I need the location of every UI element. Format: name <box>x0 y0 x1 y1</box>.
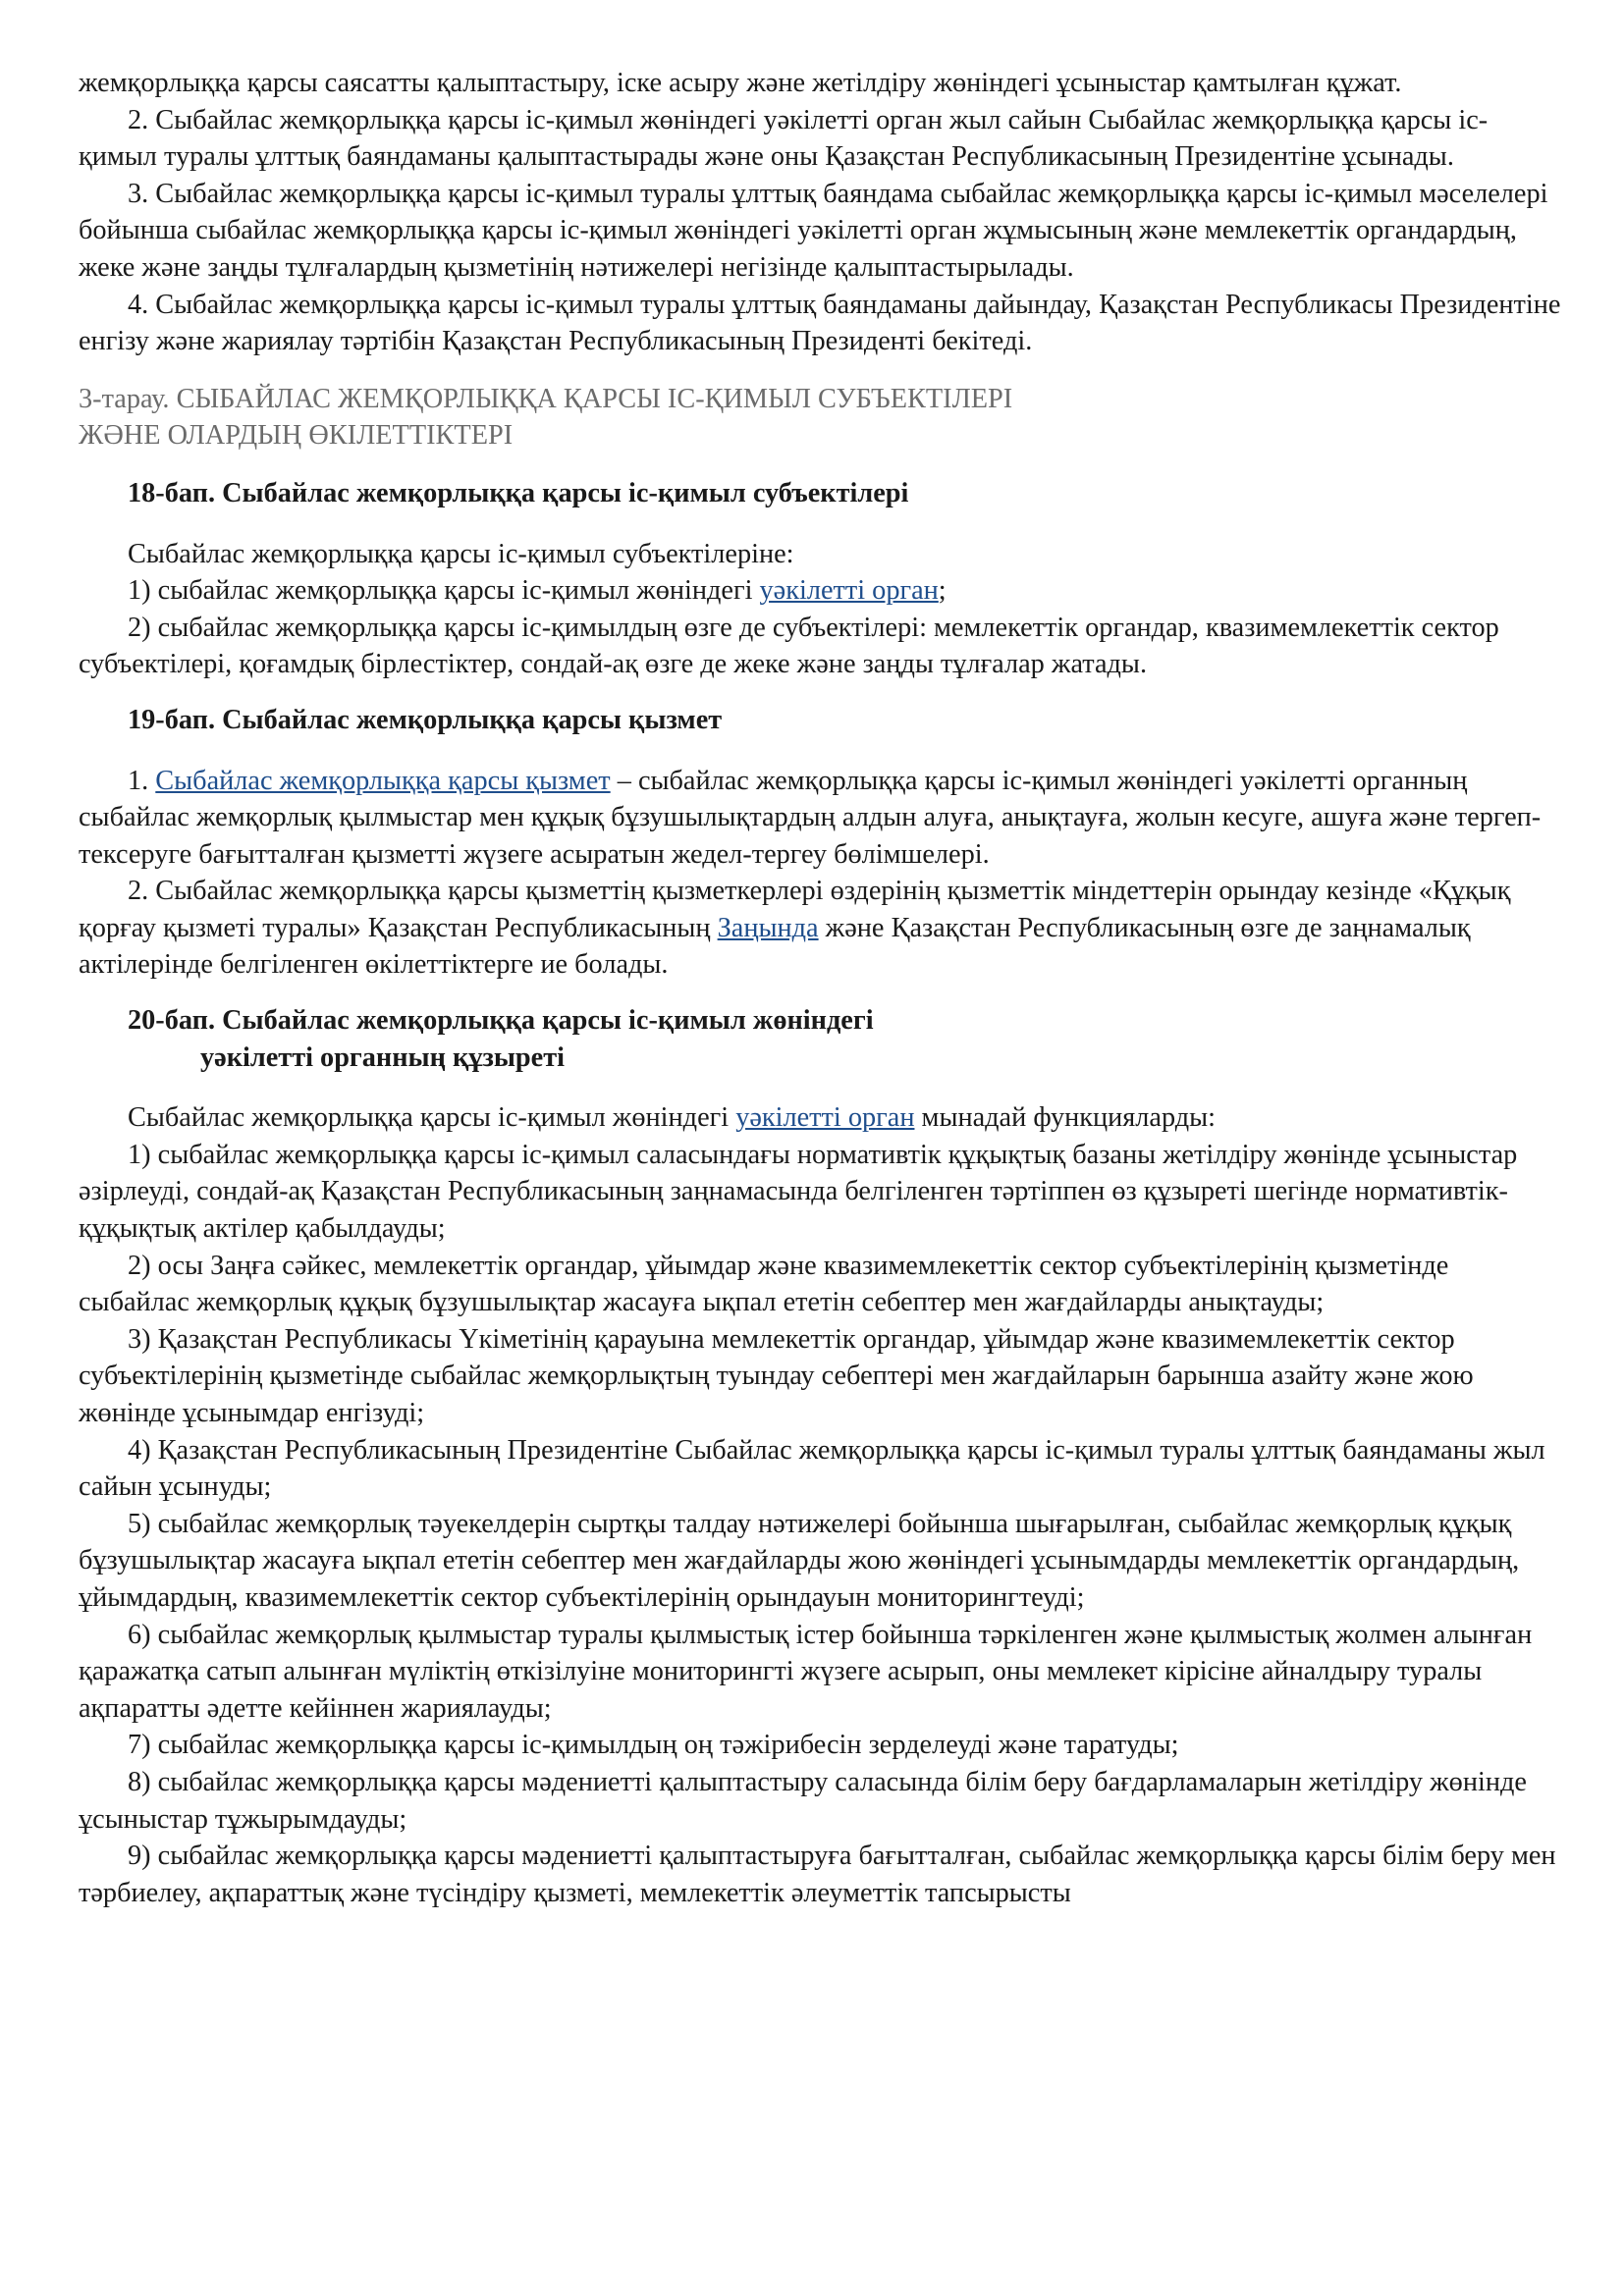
paragraph-item-2: 2. Сыбайлас жемқорлыққа қарсы іс-қимыл жөніндегі уәкілетті орган жыл сайын Сыбайлас жемқорлыққа қарсы іс-қимыл туралы ұлттық баяндаманы қалыптастырады және оны Қазақстан Республикасының Президентіне ұсынады. <box>79 104 1489 173</box>
document-page <box>79 65 1563 1911</box>
article-19-title: 19-бап. Сыбайлас жемқорлыққа қарсы қызмет <box>128 704 723 735</box>
authorized-body-link[interactable]: уәкілетті орган <box>735 1102 915 1134</box>
article-18-title: 18-бап. Сыбайлас жемқорлыққа қарсы іс-қимыл субъектілері <box>128 477 909 508</box>
article-18-lead: Сыбайлас жемқорлыққа қарсы іс-қимыл субъектілеріне: <box>128 538 794 569</box>
article-19-item-1 <box>79 763 1563 874</box>
article-20-item-4: 4) Қазақстан Республикасының Президентіне Сыбайлас жемқорлыққа қарсы іс-қимыл туралы ұлттық баяндаманы жыл сайын ұсынуды; <box>79 1434 1545 1503</box>
spacer <box>79 683 1563 702</box>
article-20-title <box>128 1002 1563 1076</box>
authorized-body-link[interactable]: уәкілетті орган <box>759 575 939 607</box>
article-19-item-2 <box>79 873 1563 984</box>
article-20-title-line-2: уәкілетті органның құзыреті <box>200 1041 565 1073</box>
article-20-item-8: 8) сыбайлас жемқорлыққа қарсы мәдениетті қалыптастыру саласында білім беру бағдарламаларын жетілдіру жөнінде ұсыныстар тұжырымдауды; <box>79 1766 1527 1835</box>
article-20-item-6: 6) сыбайлас жемқорлық қылмыстар туралы қылмыстық істер бойынша тәркіленген және қылмыстық жолмен алынған қаражатқа сатып алынған мүліктің өткізілуіне мониторингті жүзеге асырып, оны мемлекет кірісіне айналдыру туралы ақпаратты әдетте кейіннен жариялауды; <box>79 1619 1533 1724</box>
article-20-item-7: 7) сыбайлас жемқорлыққа қарсы іс-қимылдың оң тәжірибесін зерделеуді және таратуды; <box>128 1730 1179 1761</box>
article-19-item-2-end: және Қазақстан Республикасының өзге де заңнамалық актілерінде белгіленген өкілеттіктерге ие болады. <box>79 912 1471 981</box>
section-heading <box>79 381 1563 454</box>
article-18-item-2: 2) сыбайлас жемқорлыққа қарсы іс-қимылдың өзге де субъектілері: мемлекеттік органдар, квазимемлекеттік сектор субъектілері, қоғамдық бірлестіктер, сондай-ақ өзге де жеке және заңды тұлғалар жатады. <box>79 612 1499 680</box>
article-19-item-1-number: 1. <box>128 765 156 796</box>
law-link[interactable]: Заңында <box>717 912 819 943</box>
article-20-item-3: 3) Қазақстан Республикасы Үкіметінің қарауына мемлекеттік органдар, ұйымдар және квазимемлекеттік сектор субъектілерінің қызметінде сыбайлас жемқорлықтың туындау себептері мен жағдайларын барынша азайту және жою жөнінде ұсынымдар енгізуді; <box>79 1323 1474 1428</box>
article-20-item-1: 1) сыбайлас жемқорлыққа қарсы іс-қимыл саласындағы нормативтік құқықтық базаны жетілдіру жөнінде ұсыныстар әзірлеуді, сондай-ақ Қазақстан Республикасының заңнамасында белгіленген тәртіппен өз құзыреті шегінде нормативтік-құқықтық актілер қабылдауды; <box>79 1139 1518 1245</box>
paragraph-item-4: 4. Сыбайлас жемқорлыққа қарсы іс-қимыл туралы ұлттық баяндаманы дайындау, Қазақстан Республикасы Президентіне енгізу және жариялау тәртібін Қазақстан Республикасының Президенті бекітеді. <box>79 289 1561 357</box>
article-20-item-5: 5) сыбайлас жемқорлық тәуекелдерін сыртқы талдау нәтижелері бойынша шығарылған, сыбайлас жемқорлық құқық бұзушылықтар жасауға ықпал ететін себептер мен жағдайларды жою жөніндегі ұсынымдарды мемлекеттік органдардың, ұйымдардың, квазимемлекеттік сектор субъектілерінің орындауын мониторингтеуді; <box>79 1508 1520 1613</box>
article-20-title-line-1: 20-бап. Сыбайлас жемқорлыққа қарсы іс-қимыл жөніндегі <box>128 1005 874 1037</box>
spacer <box>79 984 1563 1002</box>
article-19-item-2-text: 2. Сыбайлас жемқорлыққа қарсы қызметтің қызметкерлері өздерінің қызметтік міндеттерін орындау кезінде «Құқық қорғау қызметі туралы» Қазақстан Республикасының <box>79 876 1511 943</box>
paragraph-item-3: 3. Сыбайлас жемқорлыққа қарсы іс-қимыл туралы ұлттық баяндама сыбайлас жемқорлыққа қарсы іс-қимыл мәселелері бойынша сыбайлас жемқорлыққа қарсы іс-қимыл жөніндегі уәкілетті орган жұмысының және мемлекеттік органдардың, жеке және заңды тұлғалардың қызметінің нәтижелері негізінде қалыптастырылады. <box>79 178 1548 283</box>
paragraph-continuation: жемқорлыққа қарсы саясатты қалыптастыру, іске асыру және жетілдіру жөніндегі ұсыныстар қамтылған құжат. <box>79 68 1402 98</box>
article-20-lead <box>79 1099 1563 1137</box>
anti-corruption-service-link[interactable]: Сыбайлас жемқорлыққа қарсы қызмет <box>155 765 611 796</box>
section-heading-line-1: 3-тарау. СЫБАЙЛАС ЖЕМҚОРЛЫҚҚА ҚАРСЫ ІС-ҚИМЫЛ СУБЪЕКТІЛЕРІ <box>79 383 1013 414</box>
article-20-item-2: 2) осы Заңға сәйкес, мемлекеттік органдар, ұйымдар және квазимемлекеттік сектор субъектілерінің қызметінде сыбайлас жемқорлық құқық бұзушылықтар жасауға ықпал ететін себептер мен жағдайларды анықтауды; <box>79 1250 1449 1318</box>
section-heading-line-2: ЖӘНЕ ОЛАРДЫҢ ӨКІЛЕТТІКТЕРІ <box>79 420 514 452</box>
article-19-item-1-text: – сыбайлас жемқорлыққа қарсы іс-қимыл жөніндегі уәкілетті органның сыбайлас жемқорлық қылмыстар мен құқық бұзушылықтардың алдын алуға, анықтауға, жолын кесуге, ашуға және тергеп-тексеруге бағытталған қызметті жүзеге асыратын жедел-тергеу бөлімшелері. <box>79 765 1542 870</box>
article-18-item-1-end: ; <box>938 575 947 607</box>
article-20-lead-text: Сыбайлас жемқорлыққа қарсы іс-қимыл жөніндегі <box>128 1102 736 1134</box>
article-18-item-1-text: 1) сыбайлас жемқорлыққа қарсы іс-қимыл жөніндегі <box>128 575 760 607</box>
article-18-item-1 <box>79 572 1563 610</box>
article-20-lead-end: мынадай функцияларды: <box>914 1102 1217 1134</box>
article-20-item-9: 9) сыбайлас жемқорлыққа қарсы мәдениетті қалыптастыруға бағытталған, сыбайлас жемқорлыққа қарсы білім беру мен тәрбиелеу, ақпараттық және түсіндіру қызметі, мемлекеттік әлеуметтік тапсырысты <box>79 1841 1556 1908</box>
